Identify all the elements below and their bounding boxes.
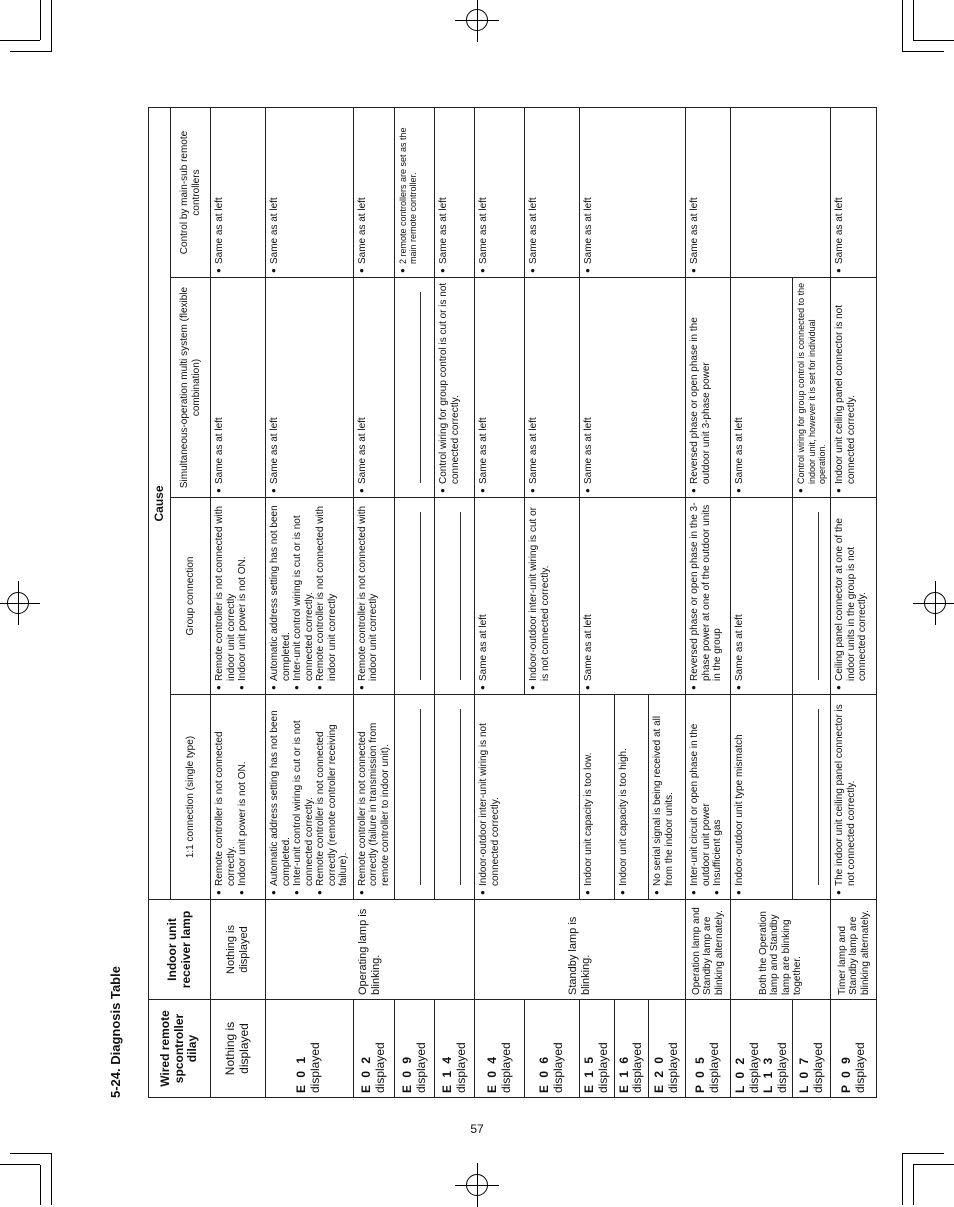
- cause-item: ● Indoor-outdoor inter-unit wiring is not connected correctly.: [478, 699, 501, 895]
- cause-one-to-one: [353, 695, 395, 900]
- crop-mark: [902, 0, 903, 52]
- diagnosis-table-container: [148, 108, 871, 1098]
- display-suffix: displayed: [372, 1042, 387, 1093]
- cause-item: ● Same as at left: [478, 112, 490, 273]
- header-simultaneous: Simultaneous-operation multi system (flexible combination): [171, 278, 211, 498]
- cause-one-to-one: [686, 695, 731, 900]
- error-code: L 0 2: [733, 1055, 748, 1093]
- cause-one-to-one: [614, 695, 649, 900]
- display-suffix: displayed: [666, 1042, 681, 1093]
- cause-main-sub: [395, 107, 435, 277]
- crop-mark: [913, 0, 914, 40]
- dash-line: [420, 292, 421, 483]
- cause-item: ● 2 remote controllers are set as the main remote controller.: [398, 112, 419, 273]
- header-indoor-lamp: Indoor unit receiver lamp: [149, 900, 211, 1000]
- code-e09: [395, 1000, 435, 1098]
- cause-group: [731, 498, 793, 695]
- code-e04: [475, 1000, 525, 1098]
- cause-item: ● Same as at left: [438, 112, 450, 273]
- code-e15: [580, 1000, 615, 1098]
- header-main-sub: Control by main-sub remote controllers: [171, 107, 211, 277]
- cause-one-to-one: [266, 695, 354, 900]
- cause-item: ● Indoor-outdoor unit type mismatch: [734, 699, 746, 895]
- cause-main-sub: [211, 107, 266, 277]
- code-l02-l13: [731, 1000, 793, 1098]
- crop-mark: [10, 1153, 52, 1154]
- header-group: Group connection: [171, 498, 211, 695]
- cause-item: ● Same as at left: [269, 282, 281, 493]
- cause-main-sub: [353, 107, 395, 277]
- cause-one-to-one: [831, 695, 877, 900]
- code-p09: [831, 1000, 877, 1098]
- cause-one-to-one: [580, 695, 615, 900]
- cause-main-sub: [686, 107, 731, 277]
- crop-mark: [902, 51, 944, 52]
- registration-mark: [924, 592, 946, 614]
- display-suffix: displayed: [595, 1042, 610, 1093]
- cause-item: ● Same as at left: [689, 112, 701, 273]
- cause-item: ● Reversed phase or open phase in the 3-phase power at one of the outdoor units in the group: [689, 502, 724, 690]
- cause-simultaneous: [435, 278, 475, 498]
- page-number: 57: [470, 1122, 484, 1136]
- cause-item: ● Inter-unit control wiring is cut or is not connected correctly.: [292, 502, 315, 690]
- error-code: L 0 7: [797, 1055, 812, 1093]
- error-code: L 1 3: [760, 1055, 775, 1093]
- cause-one-to-one: [211, 695, 266, 900]
- cause-simultaneous: [395, 278, 435, 498]
- crop-mark: [913, 1164, 954, 1165]
- cause-one-to-one: [435, 695, 475, 900]
- cause-item: ● Same as at left: [528, 282, 540, 493]
- cause-item: ● Same as at left: [583, 282, 595, 493]
- dash-line: [460, 512, 461, 680]
- code-p05: [686, 1000, 731, 1098]
- cause-item: ● Insufficient gas: [712, 699, 724, 895]
- display-suffix: displayed: [630, 1042, 645, 1093]
- cause-group: [395, 498, 435, 695]
- cause-item: ● Indoor unit capacity is too high.: [618, 699, 630, 895]
- code-e20: [649, 1000, 686, 1098]
- header-one-to-one: 1:1 connection (single type): [171, 695, 211, 900]
- cause-simultaneous: [731, 278, 793, 498]
- crop-mark: [10, 51, 52, 52]
- cause-group: [525, 498, 580, 695]
- cause-item: ● Control wiring for group control is connected to the indoor unit, however it is set for individual operation.: [796, 282, 827, 493]
- crop-mark: [51, 1153, 52, 1205]
- display-nothing: Nothing is displayed: [211, 1000, 266, 1098]
- crop-mark: [0, 40, 40, 41]
- display-suffix: displayed: [413, 1042, 428, 1093]
- error-code: E 2 0: [652, 1054, 667, 1093]
- cause-item: ● Indoor unit power is not ON.: [237, 502, 249, 690]
- cause-item: ● Same as at left: [734, 282, 746, 493]
- cause-main-sub: [731, 107, 831, 277]
- lamp-p05: Operation lamp and Standby lamp are blinking alternately.: [686, 900, 731, 1000]
- cause-simultaneous: [525, 278, 580, 498]
- cause-item: ● Same as at left: [357, 112, 369, 273]
- crop-mark: [902, 1153, 903, 1205]
- cause-item: ● Same as at left: [214, 112, 226, 273]
- error-code: E 1 5: [582, 1054, 596, 1093]
- display-suffix: displayed: [774, 1042, 789, 1093]
- cause-item: ● Same as at left: [583, 502, 595, 690]
- cause-item: ● Ceiling panel connector at one of the indoor units in the group is not connected correctly.: [834, 502, 869, 690]
- cause-item: ● Same as at left: [214, 282, 226, 493]
- display-suffix: displayed: [707, 1042, 722, 1093]
- crop-mark: [913, 40, 954, 41]
- cause-group: [580, 498, 686, 695]
- display-suffix: displayed: [551, 1042, 565, 1093]
- lamp-operating: Operating lamp is blinking.: [266, 900, 475, 1000]
- cause-simultaneous: [686, 278, 731, 498]
- section-title: 5-24. Diagnosis Table: [108, 966, 123, 1098]
- cause-one-to-one: [649, 695, 686, 900]
- cause-main-sub: [475, 107, 525, 277]
- cause-item: ● Automatic address setting has not been completed.: [269, 502, 292, 690]
- error-code: P 0 9: [839, 1055, 854, 1093]
- dash-line: [460, 709, 461, 885]
- display-suffix: displayed: [453, 1042, 468, 1093]
- error-code: E 0 2: [358, 1054, 373, 1093]
- header-wired-remote: Wired remote spcontroller dilay: [149, 1000, 211, 1098]
- cause-item: ● Remote controller is not connected with indoor unit correctly: [315, 502, 338, 690]
- cause-item: ● Same as at left: [357, 282, 369, 493]
- error-code: E 0 9: [399, 1054, 414, 1093]
- cause-one-to-one: [793, 695, 831, 900]
- cause-item: ● Indoor-outdoor inter-unit wiring is cut or is not connected correctly.: [528, 502, 551, 690]
- dash-line: [818, 512, 819, 680]
- code-e14: [435, 1000, 475, 1098]
- cause-item: ● Indoor unit power is not ON.: [237, 699, 249, 895]
- crop-mark: [51, 0, 52, 52]
- cause-item: ● Remote controller is not connected correctly (failure in transmission from remote controller to indoor unit).: [357, 699, 392, 895]
- cause-simultaneous: [580, 278, 686, 498]
- display-suffix: displayed: [308, 1042, 323, 1093]
- cause-simultaneous: [475, 278, 525, 498]
- cause-item: ● Indoor unit ceiling panel connector is not connected correctly.: [834, 282, 857, 493]
- cause-item: ● Same as at left: [269, 112, 281, 273]
- cause-main-sub: [435, 107, 475, 277]
- error-code: P 0 5: [693, 1055, 708, 1093]
- cause-one-to-one: [395, 695, 435, 900]
- cause-simultaneous: [353, 278, 395, 498]
- cause-group: [793, 498, 831, 695]
- cause-main-sub: [580, 107, 686, 277]
- error-code: E 1 4: [439, 1054, 454, 1093]
- display-suffix: displayed: [746, 1042, 761, 1093]
- crop-mark: [902, 1153, 944, 1154]
- cause-group: [435, 498, 475, 695]
- cause-item: ● Reversed phase or open phase in the outdoor unit 3-phase power: [689, 282, 712, 493]
- lamp-nothing: Nothing is displayed: [211, 900, 266, 1000]
- display-suffix: displayed: [852, 1042, 867, 1093]
- cause-item: ● Same as at left: [478, 502, 490, 690]
- cause-item: ● Same as at left: [734, 502, 746, 690]
- crop-mark: [40, 0, 41, 40]
- registration-mark: [466, 9, 488, 31]
- cause-group: [831, 498, 877, 695]
- cause-simultaneous: [793, 278, 831, 498]
- cause-item: ● No serial signal is being received at all from the indoor units.: [652, 699, 675, 895]
- error-code: E 0 6: [537, 1054, 552, 1093]
- cause-one-to-one: [475, 695, 580, 900]
- cause-item: ● Remote controller is not connected correctly (remote controller receiving failure).: [315, 699, 350, 895]
- cause-group: [353, 498, 395, 695]
- cause-item: ● Same as at left: [583, 112, 595, 273]
- dash-line: [420, 709, 421, 885]
- cause-main-sub: [525, 107, 580, 277]
- dash-line: [420, 512, 421, 680]
- cause-item: ● Same as at left: [528, 112, 540, 273]
- cause-item: ● Automatic address setting has not been completed.: [269, 699, 292, 895]
- code-e16: [614, 1000, 649, 1098]
- display-suffix: displayed: [810, 1042, 825, 1093]
- dash-line: [818, 709, 819, 885]
- cause-group: [475, 498, 525, 695]
- cause-one-to-one: [731, 695, 793, 900]
- code-e01: [266, 1000, 354, 1098]
- header-cause: Cause: [149, 107, 171, 899]
- cause-main-sub: [831, 107, 877, 277]
- registration-mark: [466, 1174, 488, 1196]
- cause-group: [211, 498, 266, 695]
- cause-item: ● Remote controller is not connected with indoor unit correctly: [357, 502, 380, 690]
- cause-item: ● Same as at left: [478, 282, 490, 493]
- cause-item: ● Inter-unit control wiring is cut or is not connected correctly.: [292, 699, 315, 895]
- cause-item: ● Control wiring for group control is cut or is not connected correctly.: [438, 282, 461, 493]
- diagnosis-table: [148, 107, 877, 1098]
- cause-group: [686, 498, 731, 695]
- lamp-p09: Timer lamp and Standby lamp are blinking alternately.: [831, 900, 877, 1000]
- registration-mark: [7, 592, 29, 614]
- cause-main-sub: [266, 107, 354, 277]
- cause-item: ● Inter-unit circuit or open phase in the outdoor unit power: [689, 699, 712, 895]
- cause-simultaneous: [211, 278, 266, 498]
- code-e02: [353, 1000, 395, 1098]
- lamp-standby: Standby lamp is blinking.: [475, 900, 686, 1000]
- crop-mark: [0, 1164, 40, 1165]
- crop-mark: [40, 1165, 41, 1205]
- display-suffix: displayed: [498, 1042, 513, 1093]
- cause-item: ● The indoor unit ceiling panel connector is not connected correctly.: [834, 699, 857, 895]
- cause-item: ● Remote controller is not connected with indoor unit correctly: [214, 502, 237, 690]
- cause-item: ● Same as at left: [834, 112, 846, 273]
- error-code: E 1 6: [616, 1054, 631, 1093]
- error-code: E 0 1: [294, 1054, 309, 1093]
- cause-group: [266, 498, 354, 695]
- crop-mark: [913, 1165, 914, 1205]
- error-code: E 0 4: [484, 1054, 499, 1093]
- cause-item: ● Indoor unit capacity is too low.: [583, 699, 595, 895]
- cause-simultaneous: [831, 278, 877, 498]
- code-e06: [525, 1000, 580, 1098]
- cause-simultaneous: [266, 278, 354, 498]
- cause-item: ● Remote controller is not connected correctly.: [214, 699, 237, 895]
- code-l07: [793, 1000, 831, 1098]
- lamp-l02: Both the Operation lamp and Standby lamp are blinking together.: [731, 900, 831, 1000]
